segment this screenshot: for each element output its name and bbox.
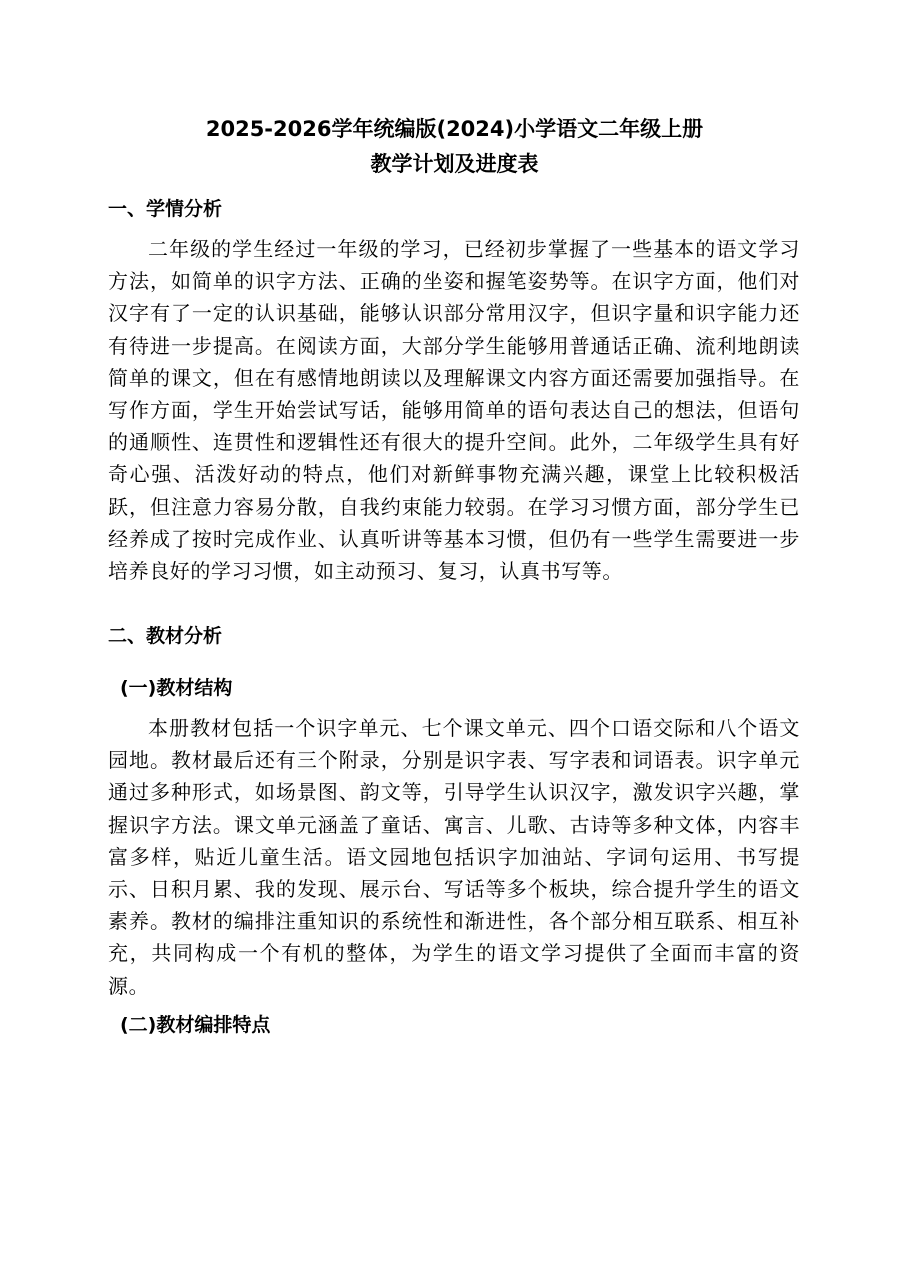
document-subtitle: 教学计划及进度表 <box>370 152 539 176</box>
subsection-heading-textbook-features: (二)教材编排特点 <box>120 1014 271 1036</box>
section-heading-learning-analysis: 一、学情分析 <box>108 198 223 220</box>
learning-analysis-paragraph: 二年级的学生经过一年级的学习，已经初步掌握了一些基本的语文学习方法，如简单的识字方法、正确的坐姿和握笔姿势等。在识字方面，他们对汉字有了一定的认识基础，能够认识部分常用汉字，但识字量和识字能力还有待进一步提高。在阅读方面，大部分学生能够用普通话正确、流利地朗读简单的课文，但在有感情地朗读以及理解课文内容方面还需要加强指导。在写作方面，学生开始尝试写话，能够用简单的语句表达自己的想法，但语句的通顺性、连贯性和逻辑性还有很大的提升空间。此外，二年级学生具有好奇心强、活泼好动的特点，他们对新鲜事物充满兴趣，课堂上比较积极活跃，但注意力容易分散，自我约束能力较弱。在学习习惯方面，部分学生已经养成了按时完成作业、认真听讲等基本习惯，但仍有一些学生需要进一步培养良好的学习习惯，如主动预习、复习，认真书写等。 <box>108 237 800 584</box>
document-title: 2025-2026学年统编版(2024)小学语文二年级上册 <box>205 117 704 141</box>
section-heading-textbook-analysis: 二、教材分析 <box>108 625 223 647</box>
textbook-structure-paragraph: 本册教材包括一个识字单元、七个课文单元、四个口语交际和八个语文园地。教材最后还有三个附录，分别是识字表、写字表和词语表。识字单元通过多种形式，如场景图、韵文等，引导学生认识汉字，激发识字兴趣，掌握识字方法。课文单元涵盖了童话、寓言、儿歌、古诗等多种文体，内容丰富多样，贴近儿童生活。语文园地包括识字加油站、字词句运用、书写提示、日积月累、我的发现、展示台、写话等多个板块，综合提升学生的语文素养。教材的编排注重知识的系统性和渐进性，各个部分相互联系、相互补充，共同构成一个有机的整体，为学生的语文学习提供了全面而丰富的资源。 <box>108 716 800 998</box>
subsection-heading-textbook-structure: (一)教材结构 <box>120 677 233 699</box>
